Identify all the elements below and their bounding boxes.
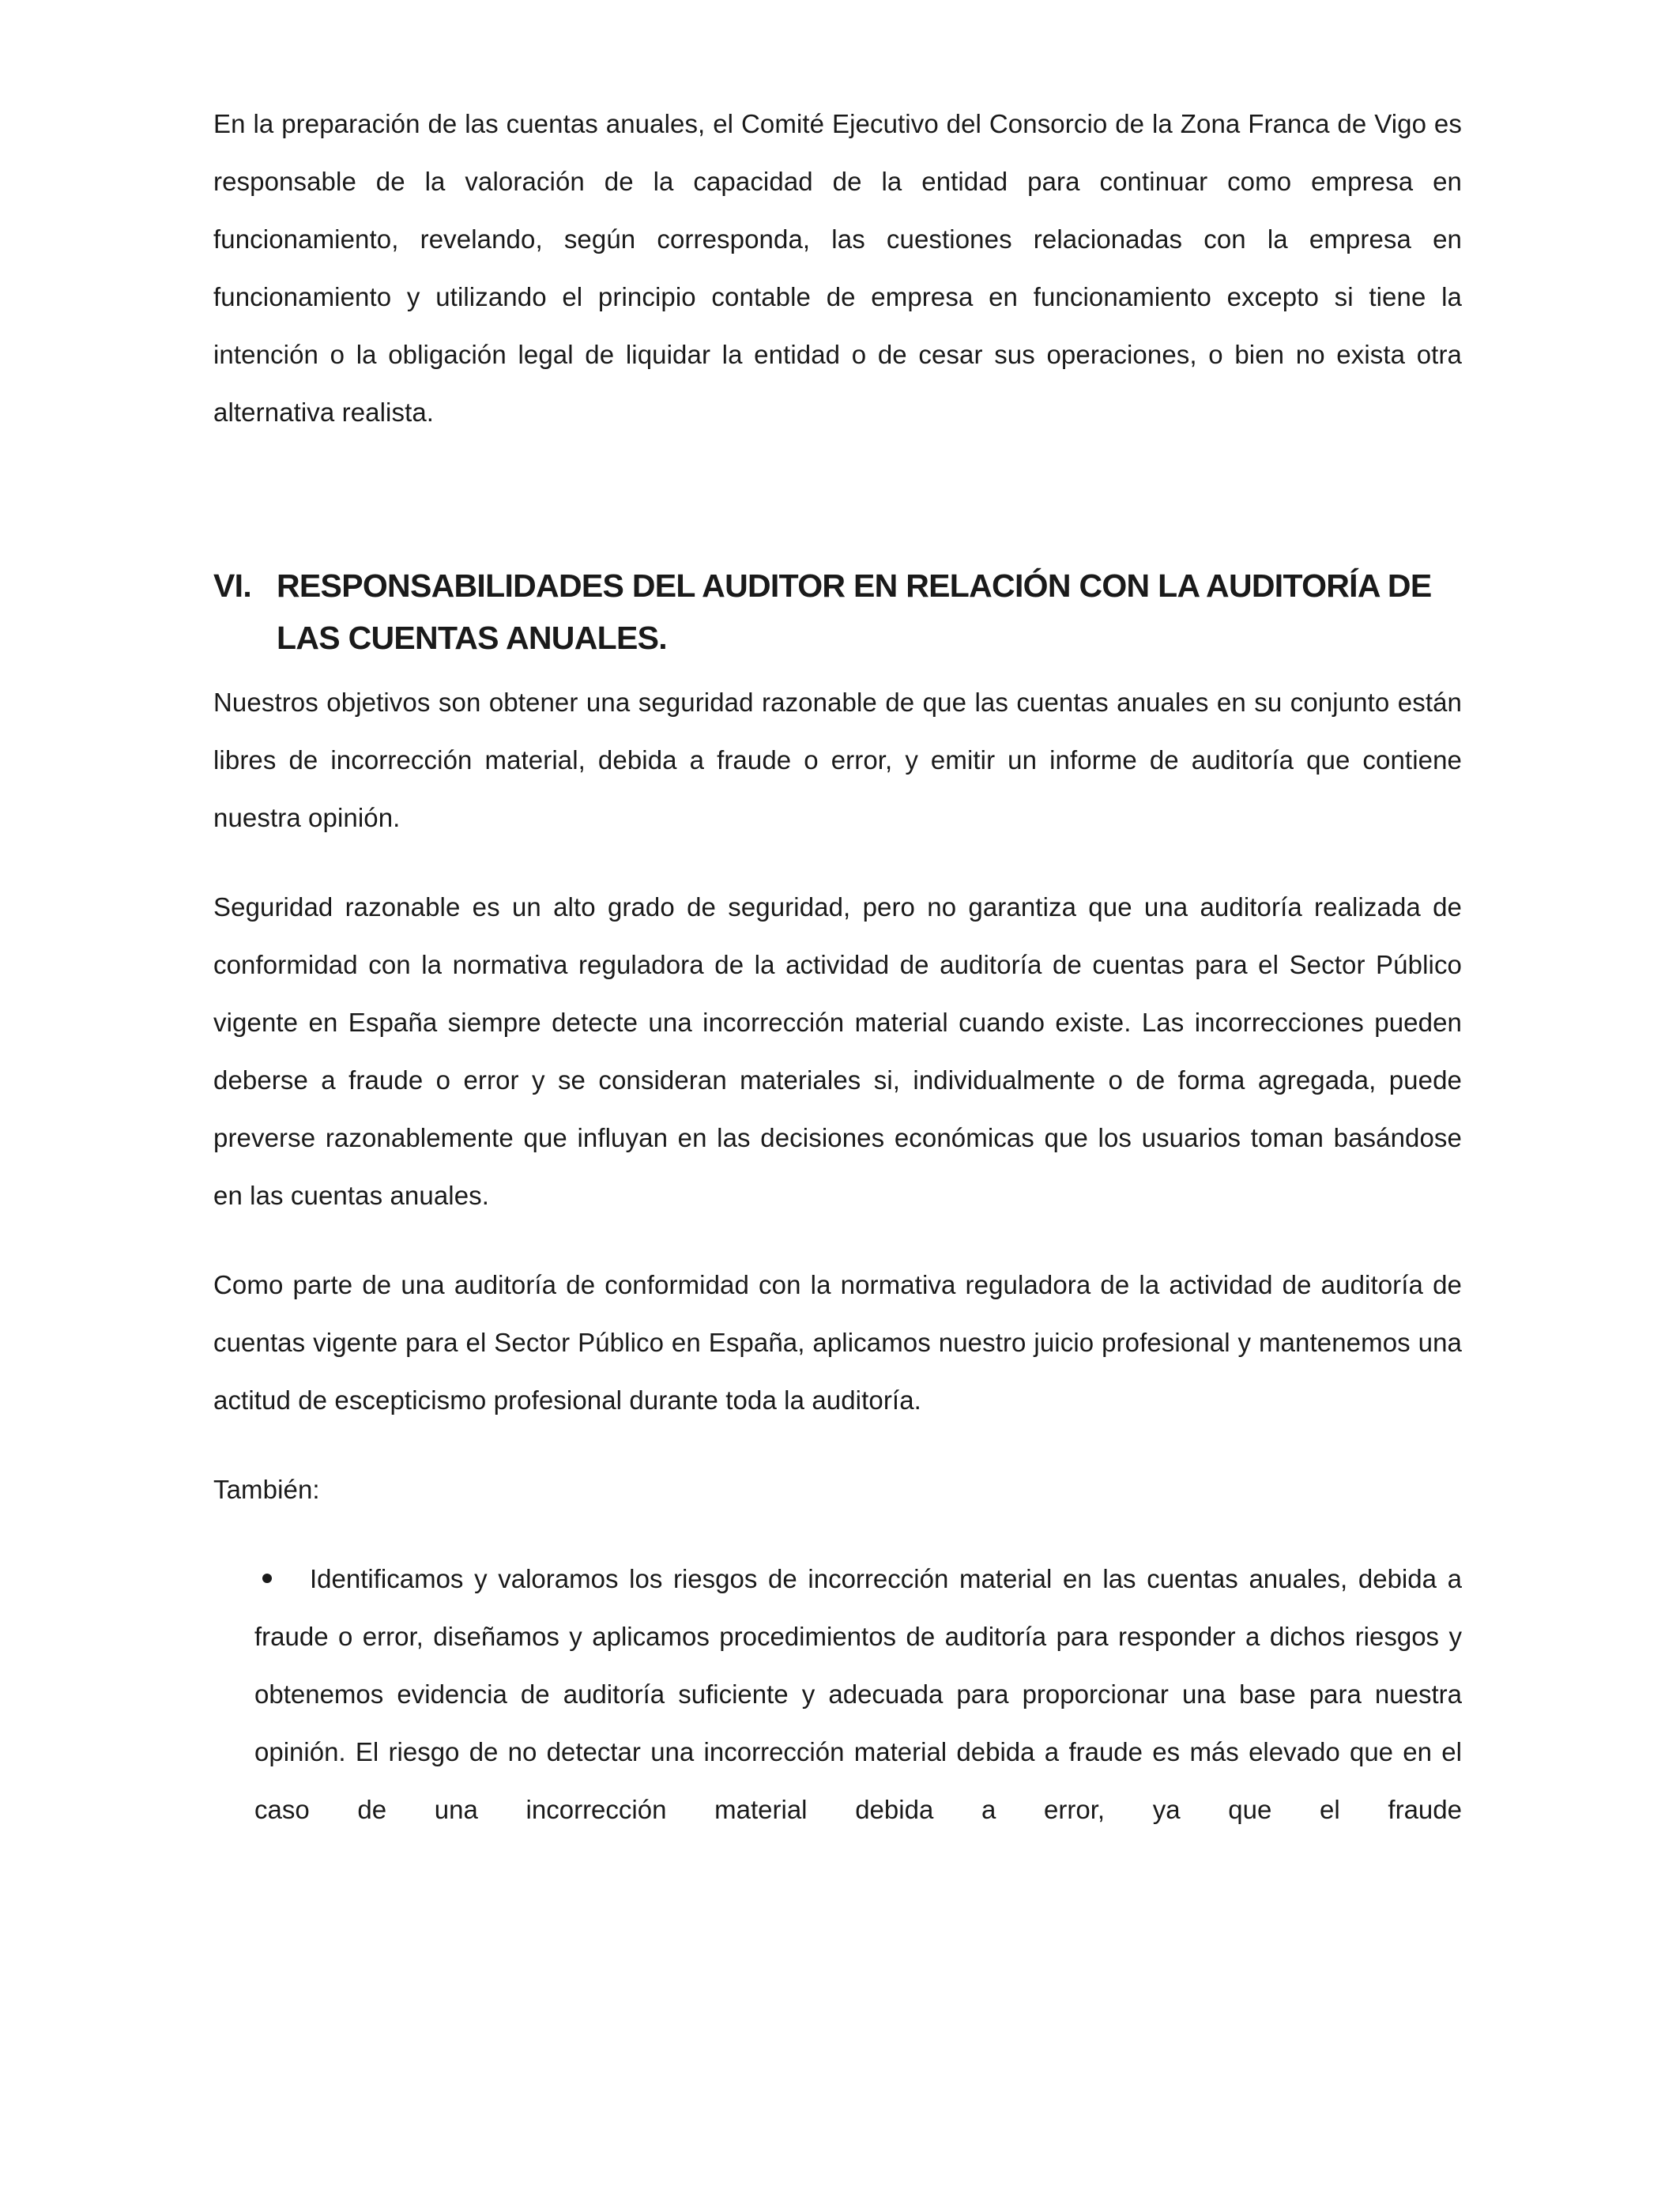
- bullet-list: [213, 1550, 1462, 1838]
- list-item: [254, 1550, 1462, 1838]
- bullet-text: Identificamos y valoramos los riesgos de incorrección material en las cuentas anuales, debida a fraude o error, diseñamos y aplicamos procedimientos de auditoría para responder a dichos riesgos y obtenemos evidencia de auditoría suficiente y adecuada para proporcionar una base para nuestra opinión. El riesgo de no detectar una incorrección material debida a fraude es más elevado que en el caso de una incorrección material debida a error, ya que el fraude: [254, 1564, 1462, 1824]
- paragraph-reasonable-assurance: Seguridad razonable es un alto grado de seguridad, pero no garantiza que una auditoría realizada de conformidad con la normativa reguladora de la actividad de auditoría de cuentas para el Sector Público vigente en España siempre detecte una incorrección material cuando existe. Las incorrecciones pueden deberse a fraude o error y se consideran materiales si, individualmente o de forma agregada, puede preverse razonablemente que influyan en las decisiones económicas que los usuarios toman basándose en las cuentas anuales.: [213, 892, 1462, 1210]
- paragraph-intro: En la preparación de las cuentas anuales, el Comité Ejecutivo del Consorcio de la Zona Franca de Vigo es responsable de la valoración de la capacidad de la entidad para continuar como empresa en funcionamiento, revelando, según corresponda, las cuestiones relacionadas con la empresa en funcionamiento y utilizando el principio contable de empresa en funcionamiento excepto si tiene la intención o la obligación legal de liquidar la entidad o de cesar sus operaciones, o bien no exista otra alternativa realista.: [213, 109, 1462, 427]
- section-heading: [213, 560, 1462, 664]
- paragraph-professional-judgment: Como parte de una auditoría de conformidad con la normativa reguladora de la actividad de auditoría de cuentas vigente para el Sector Público en España, aplicamos nuestro juicio profesional y mantenemos una actitud de escepticismo profesional durante toda la auditoría.: [213, 1270, 1462, 1415]
- paragraph-objectives: Nuestros objetivos son obtener una seguridad razonable de que las cuentas anuales en su conjunto están libres de incorrección material, debida a fraude o error, y emitir un informe de auditoría que contiene nuestra opinión.: [213, 688, 1462, 832]
- page-content: [213, 95, 1462, 1838]
- section-title: RESPONSABILIDADES DEL AUDITOR EN RELACIÓN CON LA AUDITORÍA DE LAS CUENTAS ANUALES.: [277, 567, 1432, 656]
- paragraph-also: También:: [213, 1475, 320, 1504]
- section-number: VI.: [213, 567, 252, 604]
